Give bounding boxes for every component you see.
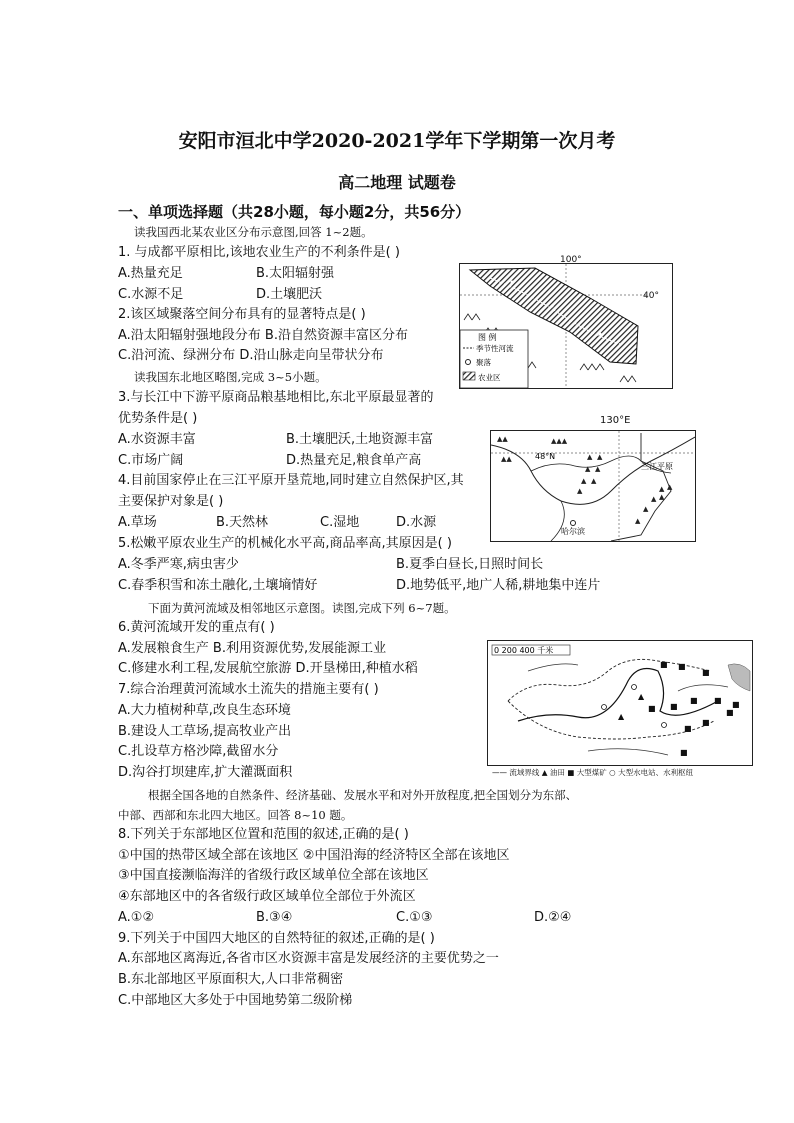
q8-option-d[interactable]: D.②④: [534, 910, 572, 925]
q7-option-c[interactable]: C.扎设草方格沙障,截留水分: [118, 744, 279, 759]
svg-text:■: ■: [648, 704, 656, 713]
q4-stem-1: 4.目前国家停止在三江平原开垦荒地,同时建立自然保护区,其: [118, 473, 464, 488]
q4-stem-2: 主要保护对象是( ): [118, 494, 224, 509]
svg-text:▲: ▲: [643, 505, 649, 513]
q5-option-a[interactable]: A.冬季严寒,病虫害少: [118, 557, 239, 572]
svg-text:▲: ▲: [618, 712, 625, 721]
svg-text:■: ■: [678, 662, 686, 671]
q8-option-a[interactable]: A.①②: [118, 910, 155, 925]
map2-lat: 48°N: [535, 452, 556, 461]
q8-statement-3: ③中国直接濒临海洋的省级行政区域单位全部在该地区: [118, 868, 429, 883]
q5-option-b[interactable]: B.夏季白昼长,日照时间长: [396, 557, 544, 572]
q1-option-a[interactable]: A.热量充足: [118, 266, 183, 281]
svg-text:■: ■: [680, 748, 688, 757]
q8-statement-4: ④东部地区中的各省级行政区域单位全部位于外流区: [118, 889, 416, 904]
svg-text:▲: ▲: [659, 493, 665, 501]
q7-option-d[interactable]: D.沟谷打坝建库,扩大灌溉面积: [118, 765, 293, 780]
svg-text:■: ■: [702, 668, 710, 677]
map1-lon-label: 100°: [560, 255, 582, 265]
map1-legend-farm: 农业区: [478, 373, 501, 382]
q8-statements-12: ①中国的热带区域全部在该地区 ②中国沿海的经济特区全部在该地区: [118, 848, 510, 863]
northeast-china-map: [490, 430, 696, 542]
q3-stem-1: 3.与长江中下游平原商品粮基地相比,东北平原最显著的: [118, 390, 434, 405]
svg-text:▲▲▲: ▲▲▲: [551, 437, 568, 445]
map1-legend-settlement: 聚落: [476, 358, 491, 367]
q9-option-a[interactable]: A.东部地区离海近,各省市区水资源丰富是发展经济的主要优势之一: [118, 951, 499, 966]
svg-text:■: ■: [732, 700, 740, 709]
svg-text:▲: ▲: [577, 487, 583, 495]
q4-option-d[interactable]: D.水源: [396, 515, 437, 530]
map1-legend-river: 季节性河流: [476, 344, 514, 353]
map2-place-harbin: 哈尔滨: [561, 527, 585, 536]
q4-option-c[interactable]: C.湿地: [320, 515, 360, 530]
map2-lon-label: 130°E: [600, 415, 631, 426]
q9-stem: 9.下列关于中国四大地区的自然特征的叙述,正确的是( ): [118, 931, 435, 946]
intro-3: 下面为黄河流域及相邻地区示意图。读图,完成下列 6~7题。: [148, 601, 456, 615]
svg-text:▲: ▲: [587, 453, 593, 461]
q3-option-a[interactable]: A.水资源丰富: [118, 432, 196, 447]
map1-legend-title: 图 例: [478, 333, 497, 342]
svg-text:▲▲: ▲▲: [501, 455, 512, 463]
intro-4b: 中部、西部和东北四大地区。回答 8~10 题。: [118, 808, 353, 822]
q7-stem: 7.综合治理黄河流域水土流失的措施主要有( ): [118, 682, 379, 697]
q4-option-a[interactable]: A.草场: [118, 515, 157, 530]
q6-stem: 6.黄河流域开发的重点有( ): [118, 620, 275, 635]
exam-subtitle: 高二地理 试题卷: [338, 173, 456, 192]
q7-option-b[interactable]: B.建设人工草场,提高牧业产出: [118, 724, 292, 739]
q8-stem: 8.下列关于东部地区位置和范围的叙述,正确的是( ): [118, 827, 409, 842]
q2-options-ab[interactable]: A.沿太阳辐射强地段分布 B.沿自然资源丰富区分布: [118, 328, 408, 343]
svg-text:▲: ▲: [585, 465, 591, 473]
q3-option-c[interactable]: C.市场广阔: [118, 453, 184, 468]
q1-stem: 1. 与成都平原相比,该地农业生产的不利条件是( ): [118, 245, 400, 260]
map1-lat-label: 40°: [643, 291, 659, 301]
svg-text:▲: ▲: [667, 483, 673, 491]
q3-stem-2: 优势条件是( ): [118, 411, 198, 426]
q6-options-cd[interactable]: C.修建水利工程,发展航空旅游 D.开垦梯田,种植水稻: [118, 661, 418, 676]
q7-option-a[interactable]: A.大力植树种草,改良生态环境: [118, 703, 291, 718]
q1-option-c[interactable]: C.水源不足: [118, 287, 184, 302]
svg-text:■: ■: [684, 724, 692, 733]
svg-text:▲: ▲: [635, 517, 641, 525]
q1-option-b[interactable]: B.太阳辐射强: [256, 266, 335, 281]
northwest-farming-map: [459, 263, 673, 389]
intro-4a: 根据全国各地的自然条件、经济基础、发展水平和对外开放程度,把全国划分为东部、: [148, 788, 578, 802]
svg-text:▲: ▲: [581, 477, 587, 485]
svg-text:▲: ▲: [597, 453, 603, 461]
q5-stem: 5.松嫩平原农业生产的机械化水平高,商品率高,其原因是( ): [118, 536, 452, 551]
svg-text:■: ■: [702, 718, 710, 727]
map3-legend: —— 流域界线 ▲ 油田 ■ 大型煤矿 ○ 大型水电站、水利枢纽: [492, 768, 694, 777]
q8-option-b[interactable]: B.③④: [256, 910, 293, 925]
q2-stem: 2.该区域聚落空间分布具有的显著特点是( ): [118, 307, 366, 322]
q1-option-d[interactable]: D.土壤肥沃: [256, 287, 323, 302]
svg-text:■: ■: [690, 696, 698, 705]
svg-text:▲: ▲: [591, 477, 597, 485]
svg-text:■: ■: [660, 660, 668, 669]
intro-2: 读我国东北地区略图,完成 3~5小题。: [134, 370, 327, 384]
q9-option-c[interactable]: C.中部地区大多处于中国地势第二级阶梯: [118, 993, 353, 1008]
svg-text:▲: ▲: [595, 465, 601, 473]
svg-text:■: ■: [670, 702, 678, 711]
q3-option-b[interactable]: B.土壤肥沃,土地资源丰富: [286, 432, 434, 447]
map2-place-sanjiang: 三江平原: [641, 462, 673, 471]
svg-text:■: ■: [726, 708, 734, 717]
svg-text:▲: ▲: [651, 495, 657, 503]
q3-option-d[interactable]: D.热量充足,粮食单产高: [286, 453, 422, 468]
intro-1: 读我国西北某农业区分布示意图,回答 1~2题。: [134, 225, 373, 239]
yellow-river-basin-map: [487, 640, 753, 766]
q4-option-b[interactable]: B.天然林: [216, 515, 269, 530]
svg-text:▲: ▲: [638, 692, 645, 701]
q5-option-c[interactable]: C.春季积雪和冻土融化,土壤墒情好: [118, 578, 318, 593]
exam-title: 安阳市洹北中学2020-2021学年下学期第一次月考: [178, 130, 616, 152]
q6-options-ab[interactable]: A.发展粮食生产 B.利用资源优势,发展能源工业: [118, 641, 387, 656]
svg-text:■: ■: [714, 696, 722, 705]
svg-text:▲: ▲: [659, 485, 665, 493]
section-heading: 一、单项选择题（共28小题，每小题2分，共56分）: [118, 203, 471, 221]
svg-text:▲▲: ▲▲: [497, 435, 508, 443]
q5-option-d[interactable]: D.地势低平,地广人稀,耕地集中连片: [396, 578, 601, 593]
q8-option-c[interactable]: C.①③: [396, 910, 433, 925]
map3-scale: 0 200 400 千米: [494, 646, 554, 655]
q2-options-cd[interactable]: C.沿河流、绿洲分布 D.沿山脉走向呈带状分布: [118, 348, 384, 363]
q9-option-b[interactable]: B.东北部地区平原面积大,人口非常稠密: [118, 972, 344, 987]
